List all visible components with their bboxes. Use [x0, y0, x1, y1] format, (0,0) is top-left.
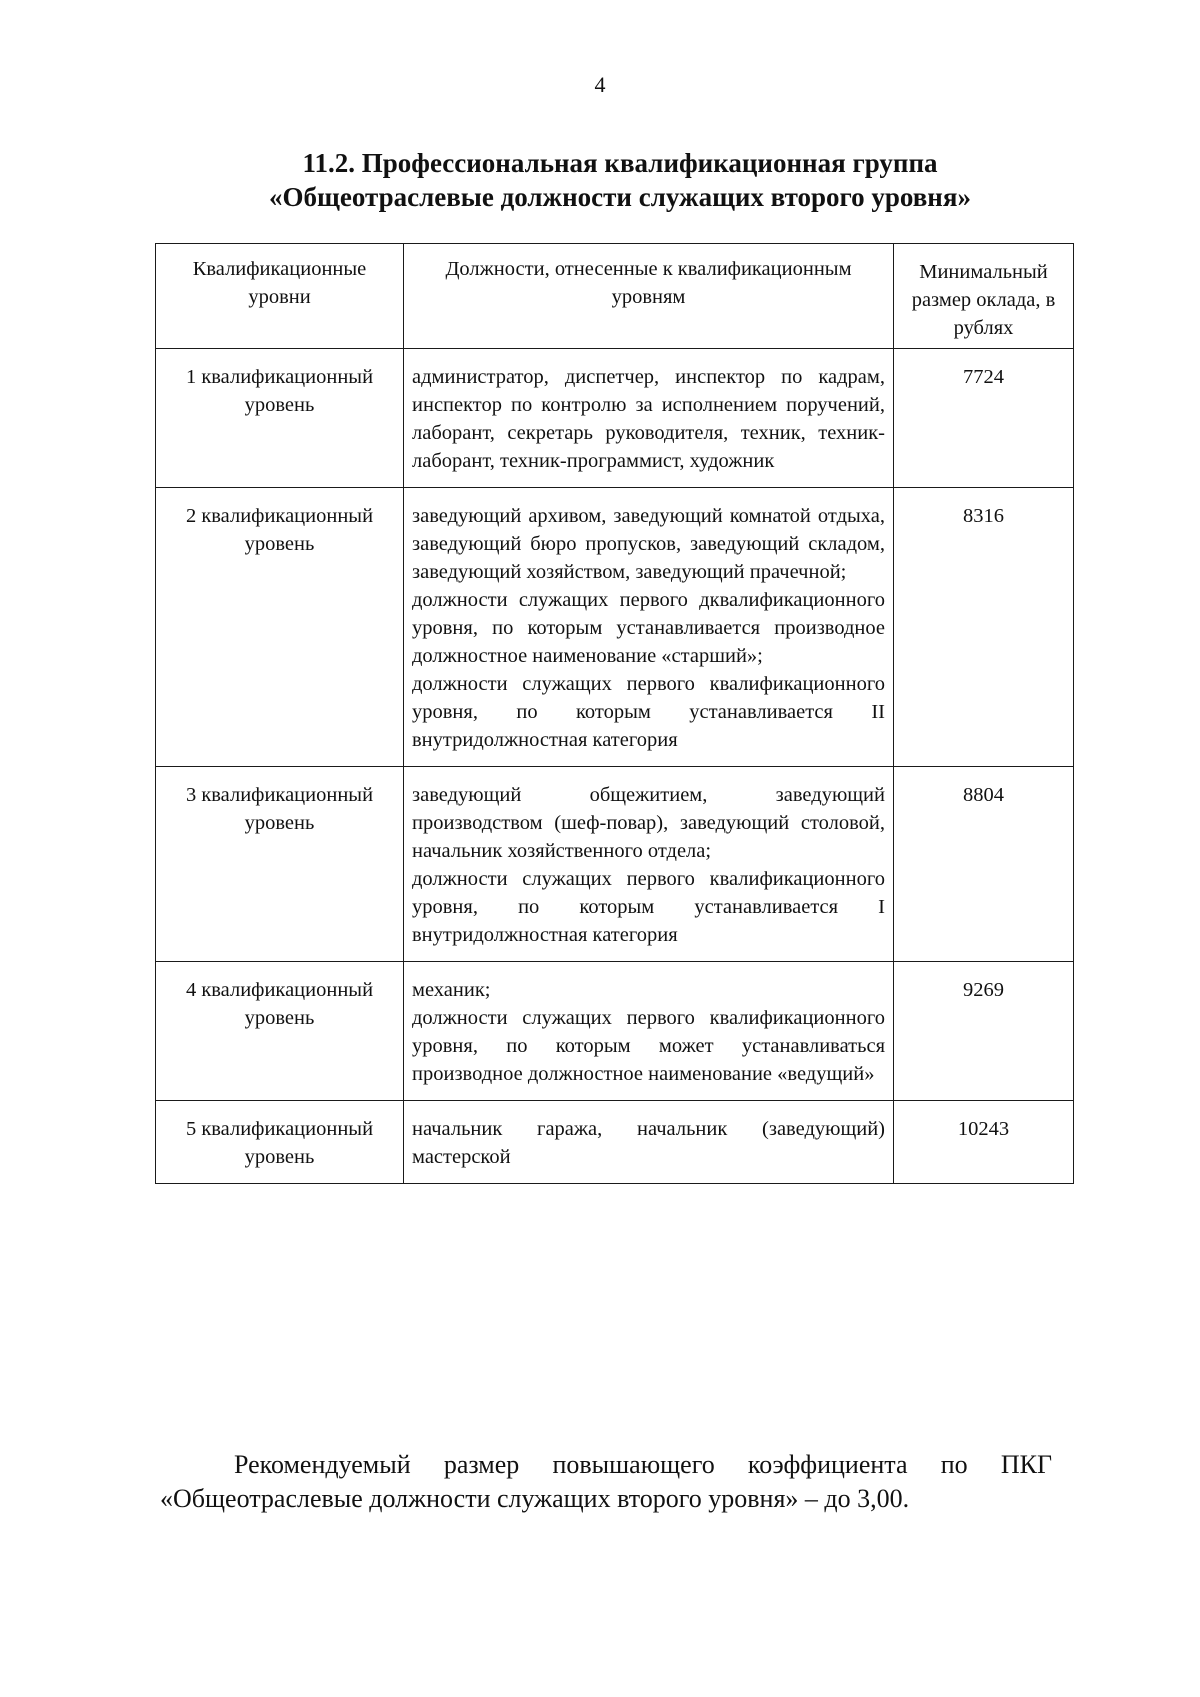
positions-paragraph: должности служащих первого квалификационного уровня, по которым устанавливается I внутридолжностная категория [412, 868, 885, 946]
salary-cell: 10243 [894, 1101, 1074, 1184]
header-positions: Должности, отнесенные к квалификационным уровням [404, 244, 894, 349]
level-cell: 3 квалификационный уровень [156, 767, 404, 962]
positions-paragraph: должности служащих первого квалификационного уровня, по которым устанавливается II внутридолжностная категория [412, 673, 885, 751]
qualification-table [155, 243, 1074, 1184]
level-cell: 2 квалификационный уровень [156, 488, 404, 767]
positions-paragraph: администратор, диспетчер, инспектор по кадрам, инспектор по контролю за исполнением поручений, лаборант, секретарь руководителя, техник, техник-лаборант, техник-программист, художник [412, 366, 885, 472]
coefficient-note: Рекомендуемый размер повышающего коэффициента по ПКГ «Общеотраслевые должности служащих второго уровня» – до 3,00. [160, 1450, 1052, 1513]
positions-paragraph: должности служащих первого дквалификационного уровня, по которым устанавливается производное должностное наименование «старший»; [412, 589, 885, 667]
level-cell: 4 квалификационный уровень [156, 962, 404, 1101]
heading-line-2: «Общеотраслевые должности служащих второго уровня» [269, 182, 971, 212]
level-cell: 1 квалификационный уровень [156, 349, 404, 488]
level-cell: 5 квалификационный уровень [156, 1101, 404, 1184]
positions-cell [404, 1101, 894, 1184]
positions-paragraph: должности служащих первого квалификационного уровня, по которым может устанавливаться производное должностное наименование «ведущий» [412, 1007, 885, 1085]
positions-cell [404, 349, 894, 488]
positions-paragraph: заведующий общежитием, заведующий производством (шеф-повар), заведующий столовой, начальник хозяйственного отдела; [412, 784, 885, 862]
table-row [156, 962, 1074, 1101]
positions-paragraph: механик; [412, 979, 491, 1001]
table-header-row [156, 244, 1074, 349]
salary-cell: 8316 [894, 488, 1074, 767]
positions-cell [404, 488, 894, 767]
table-row [156, 767, 1074, 962]
table-row [156, 1101, 1074, 1184]
positions-cell [404, 767, 894, 962]
salary-cell: 9269 [894, 962, 1074, 1101]
section-heading [180, 146, 1060, 214]
positions-paragraph: начальник гаража, начальник (заведующий) мастерской [412, 1118, 885, 1168]
header-salary: Минимальный размер оклада, в рублях [894, 244, 1074, 349]
page-number: 4 [594, 72, 606, 97]
table-row [156, 488, 1074, 767]
salary-cell: 7724 [894, 349, 1074, 488]
positions-paragraph: заведующий архивом, заведующий комнатой отдыха, заведующий бюро пропусков, заведующий складом, заведующий хозяйством, заведующий прачечной; [412, 505, 885, 583]
salary-cell: 8804 [894, 767, 1074, 962]
heading-line-1: 11.2. Профессиональная квалификационная группа [302, 148, 938, 178]
positions-cell [404, 962, 894, 1101]
header-levels: Квалификационные уровни [156, 244, 404, 349]
table-row [156, 349, 1074, 488]
